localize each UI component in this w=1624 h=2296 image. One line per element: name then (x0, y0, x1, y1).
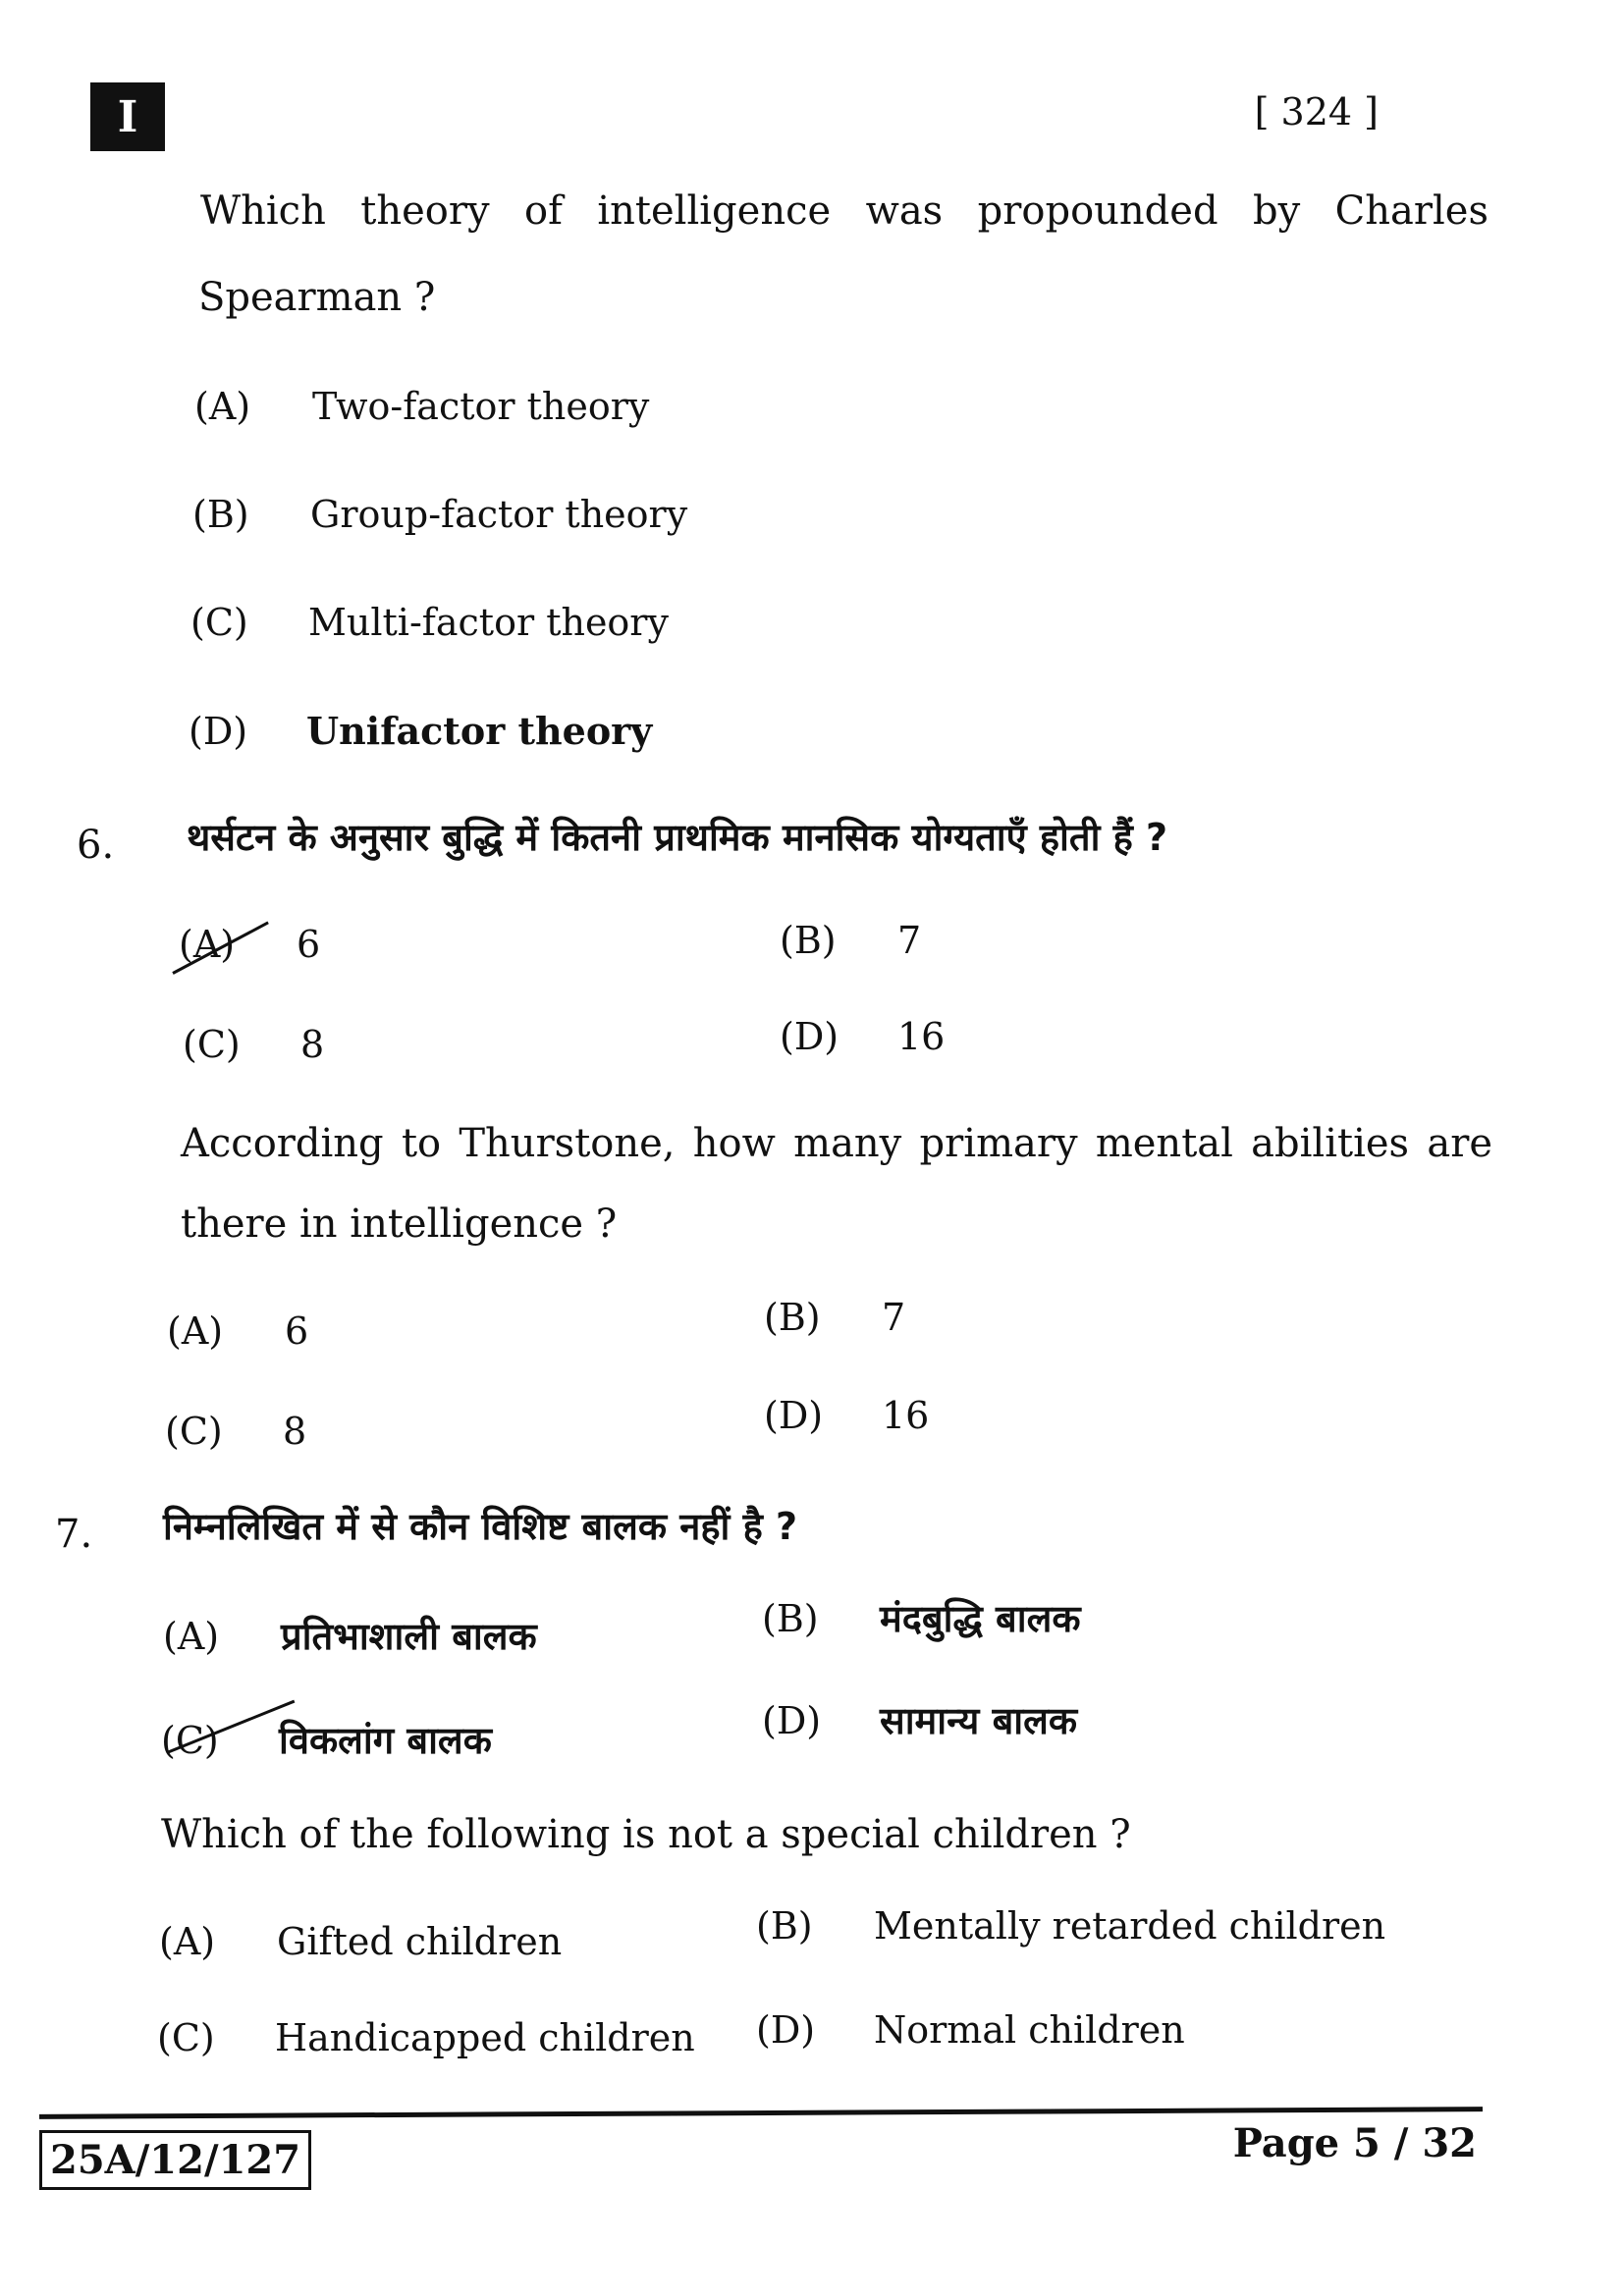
option-text: Unifactor theory (306, 709, 653, 753)
option-text: 7 (882, 1296, 906, 1339)
q6-hi-option-c (183, 1023, 324, 1066)
q6-english-line2: there in intelligence ? (181, 1201, 618, 1247)
word: Thurstone, (459, 1121, 676, 1166)
option-label: (D) (764, 1394, 824, 1437)
option-text: प्रतिभाशाली बालक (281, 1615, 537, 1658)
word: intelligence (597, 188, 832, 234)
option-label: (A) (159, 1920, 216, 1963)
word: Charles (1334, 188, 1489, 234)
option-label: (B) (756, 1904, 813, 1948)
option-label: (C) (183, 1023, 241, 1066)
option-text: 16 (897, 1015, 946, 1058)
option-label: (B) (780, 919, 837, 962)
set-badge: I (90, 82, 165, 151)
q5-option-b (192, 493, 687, 536)
word: by (1253, 188, 1301, 234)
option-text: Mentally retarded children (874, 1904, 1386, 1948)
option-text: मंदबुद्धि बालक (880, 1597, 1081, 1640)
word: of (524, 188, 563, 234)
option-label: (B) (762, 1597, 819, 1640)
option-text: Normal children (874, 2008, 1185, 2052)
q7-hi-option-b (762, 1592, 1081, 1643)
word: to (401, 1121, 442, 1166)
q7-hi-option-d (762, 1694, 1077, 1745)
option-label: (D) (756, 2008, 816, 2052)
word: primary (919, 1121, 1078, 1166)
q5-option-d (189, 709, 652, 753)
option-text: 8 (283, 1410, 307, 1453)
option-label: (D) (762, 1699, 822, 1742)
q7-en-option-d (756, 2008, 1185, 2052)
option-label: (A) (194, 385, 251, 428)
q6-en-option-d (764, 1394, 929, 1437)
option-text: सामान्य बालक (880, 1699, 1078, 1742)
option-label: (A) (167, 1309, 224, 1353)
option-label: (D) (189, 710, 248, 753)
option-label: (C) (157, 2016, 215, 2059)
q5-text-line2: Spearman ? (198, 275, 436, 320)
option-label: (A) (163, 1615, 220, 1658)
page-number: Page 5 / 32 (1232, 2120, 1477, 2166)
booklet-code: 25A/12/127 (39, 2130, 311, 2190)
q7-number: 7. (55, 1512, 93, 1557)
option-text: Multi-factor theory (308, 601, 669, 644)
word: Which (200, 188, 326, 234)
q6-en-option-c (165, 1410, 306, 1453)
option-label: (C) (161, 1719, 219, 1762)
option-text: Group-factor theory (310, 493, 688, 536)
q7-en-option-a (159, 1920, 562, 1963)
option-text: Gifted children (277, 1920, 563, 1963)
q6-number: 6. (77, 823, 115, 868)
word: theory (360, 188, 490, 234)
q6-hindi-text: थर्सटन के अनुसार बुद्धि में कितनी प्राथमिक मानसिक योग्यताएँ होती हैं ? (187, 816, 1168, 859)
q7-en-option-b (756, 1904, 1385, 1948)
word: According (181, 1121, 384, 1166)
q6-en-option-b (764, 1296, 905, 1339)
q5-option-a (194, 385, 649, 428)
word: are (1427, 1121, 1492, 1166)
q7-english-text: Which of the following is not a special children ? (161, 1812, 1131, 1857)
option-text: 6 (297, 923, 321, 966)
word: abilities (1251, 1121, 1410, 1166)
option-label: (D) (780, 1015, 839, 1058)
option-text: Handicapped children (275, 2016, 695, 2059)
word: mental (1095, 1121, 1233, 1166)
q6-hi-option-d (780, 1015, 945, 1058)
word: was (865, 188, 944, 234)
q7-hi-option-a (163, 1610, 537, 1661)
q5-text-line1 (200, 188, 1489, 234)
word: propounded (977, 188, 1218, 234)
q7-hindi-text: निम्नलिखित में से कौन विशिष्ट बालक नहीं है ? (163, 1505, 798, 1548)
option-label: (C) (190, 601, 248, 644)
option-text: Two-factor theory (312, 385, 650, 428)
option-text: 7 (897, 919, 922, 962)
footer-divider (39, 2107, 1483, 2119)
option-text: 16 (882, 1394, 930, 1437)
paper-code: [ 324 ] (1254, 90, 1379, 133)
q6-en-option-a (167, 1309, 308, 1353)
word: many (793, 1121, 902, 1166)
option-label: (C) (165, 1410, 223, 1453)
word: how (692, 1121, 776, 1166)
option-text: 8 (300, 1023, 325, 1066)
option-text: 6 (285, 1309, 309, 1353)
option-label: (A) (179, 923, 236, 966)
q6-english-line1 (181, 1121, 1492, 1166)
option-text: विकलांग बालक (279, 1719, 492, 1762)
q7-hi-option-c (161, 1714, 492, 1765)
q5-option-c (190, 601, 669, 644)
option-label: (B) (192, 493, 249, 536)
q7-en-option-c (157, 2016, 695, 2059)
q6-hi-option-b (780, 919, 921, 962)
option-label: (B) (764, 1296, 821, 1339)
